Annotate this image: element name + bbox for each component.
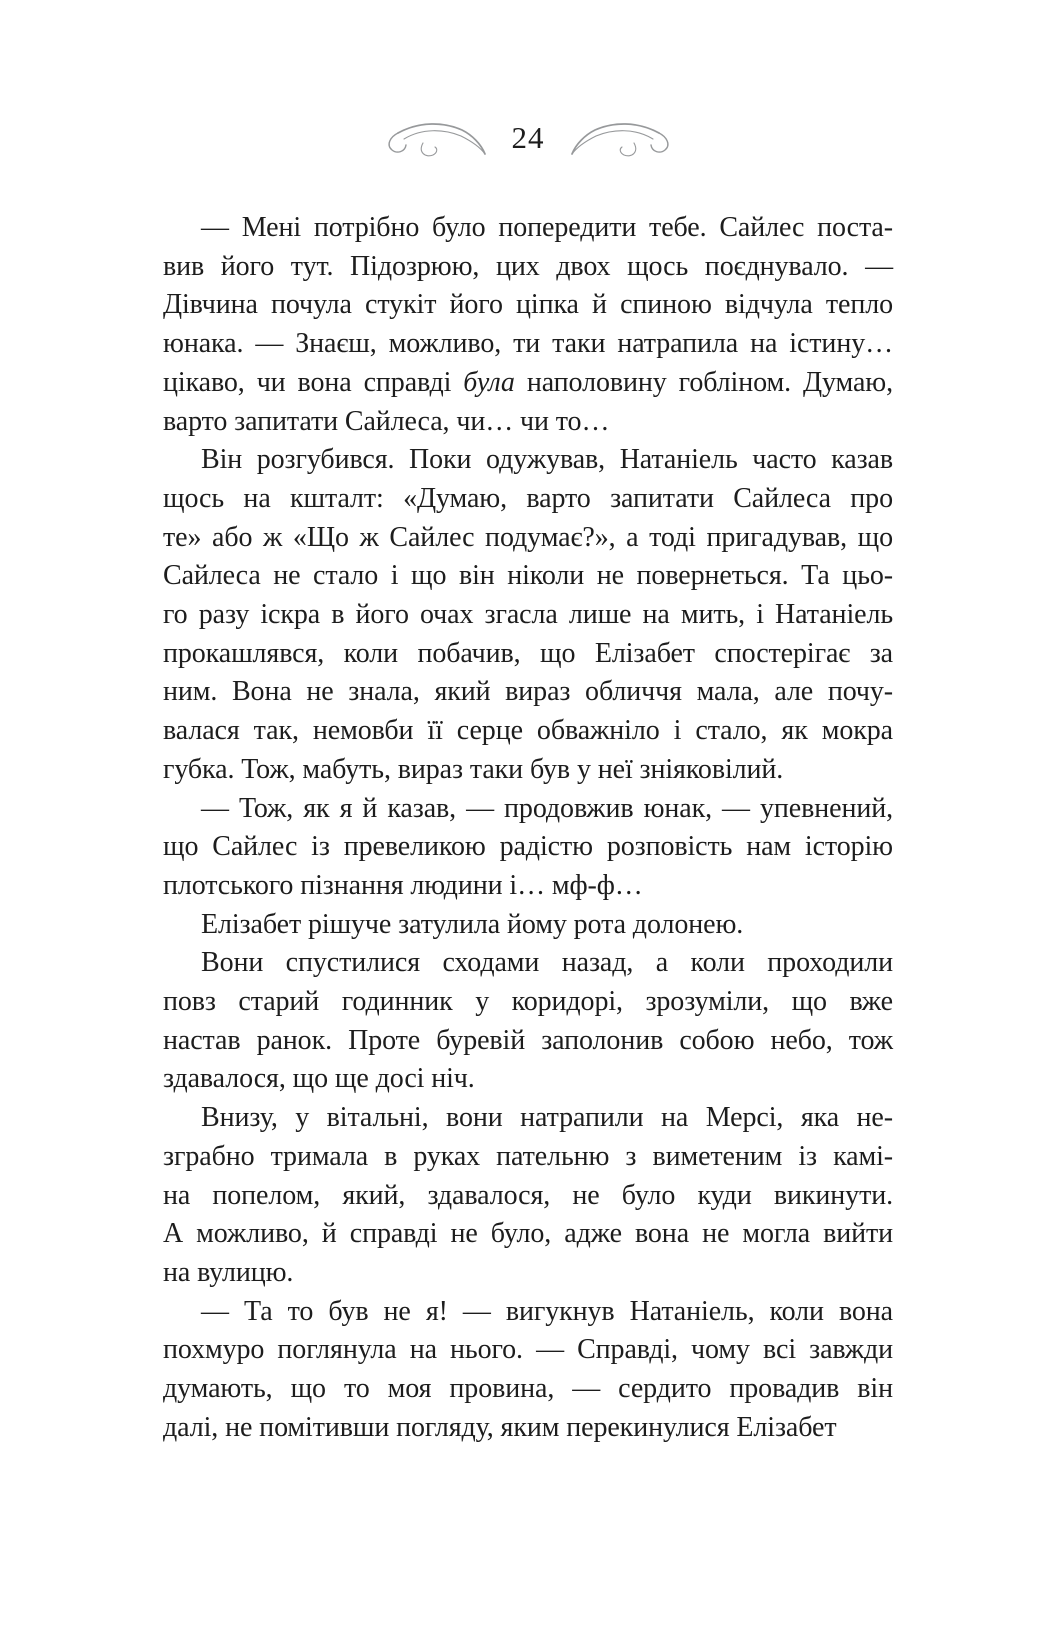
text-line: го разу іскра в його очах згасла лише на мить, і Натаніель (163, 599, 893, 631)
text-line: настав ранок. Проте буревій заполонив собою небо, тож (163, 1024, 893, 1056)
text-line: вив його тут. Підозрюю, цих двох щось поєднувало. — (163, 250, 893, 282)
text-line: на вулицю. (163, 1256, 294, 1288)
text-line: губка. Тож, мабуть, вираз таки був у неї зніяковілий. (163, 753, 784, 785)
text-line: валася так, немовби її серце обважніло і стало, як мокра (163, 715, 893, 747)
text-line: юнака. — Знаєш, можливо, ти таки натрапила на істину… (163, 328, 893, 360)
paragraph (163, 944, 893, 1099)
text-line: Елізабет рішуче затулила йому рота долонею. (201, 908, 744, 940)
text-line: те» або ж «Що ж Сайлес подумає?», а тоді пригадував, що (163, 521, 893, 553)
text-line: Внизу, у вітальні, вони натрапили на Мерсі, яка не- (201, 1102, 893, 1134)
text-line: що Сайлес із превеликою радістю розповість нам історію (163, 831, 893, 863)
calligraphic-flourish-left-icon (382, 116, 486, 160)
paragraph (163, 1099, 893, 1293)
text-line: А можливо, й справді не було, адже вона не могла вийти (163, 1218, 893, 1250)
text-line: думають, що то моя провина, — сердито провадив він (163, 1373, 893, 1405)
paragraph (163, 906, 893, 945)
text-line: прокашлявся, коли побачив, що Елізабет спостерігає за (163, 637, 893, 669)
text-line: — Мені потрібно було попередити тебе. Сайлес поста- (201, 212, 893, 243)
text-line: щось на кшталт: «Думаю, варто запитати Сайлеса про (163, 482, 893, 514)
paragraph (163, 790, 893, 906)
text-line: цікаво, чи вона справді була наполовину гобліном. Думаю, (163, 366, 893, 398)
text-line: — Та то був не я! — вигукнув Натаніель, коли вона (201, 1295, 893, 1327)
text-line: Він розгубився. Поки одужував, Натаніель часто казав (201, 444, 893, 476)
text-line: Дівчина почула стукіт його ціпка й спиною відчула тепло (163, 289, 893, 321)
paragraph (163, 1293, 893, 1448)
text-line: далі, не помітивши погляду, яким перекинулися Елізабет (163, 1411, 837, 1443)
paragraph (163, 441, 893, 789)
text-block (163, 209, 893, 1448)
text-line: варто запитати Сайлеса, чи… чи то… (163, 405, 610, 437)
calligraphic-flourish-right-icon (571, 116, 675, 160)
text-line: повз старий годинник у коридорі, зрозуміли, що вже (163, 986, 893, 1018)
text-line: ним. Вона не знала, який вираз обличчя мала, але почу- (163, 676, 893, 708)
text-line: здавалося, що ще досі ніч. (163, 1063, 475, 1095)
text-line: плотського пізнання людини і… мф-ф… (163, 869, 643, 901)
text-line: на попелом, який, здавалося, не було куди викинути. (163, 1179, 893, 1211)
page-number: 24 (511, 119, 545, 155)
paragraph (163, 209, 893, 441)
running-head (163, 112, 893, 164)
text-line: Вони спустилися сходами назад, а коли проходили (201, 947, 893, 979)
text-line: — Тож, як я й казав, — продовжив юнак, — упевнений, (201, 792, 893, 824)
text-line: похмуро поглянула на нього. — Справді, чому всі завжди (163, 1334, 893, 1366)
text-line: зграбно тримала в руках пательню з виметеним із камі- (163, 1140, 893, 1172)
text-line: Сайлеса не стало і що він ніколи не повернеться. Та цьо- (163, 560, 893, 592)
